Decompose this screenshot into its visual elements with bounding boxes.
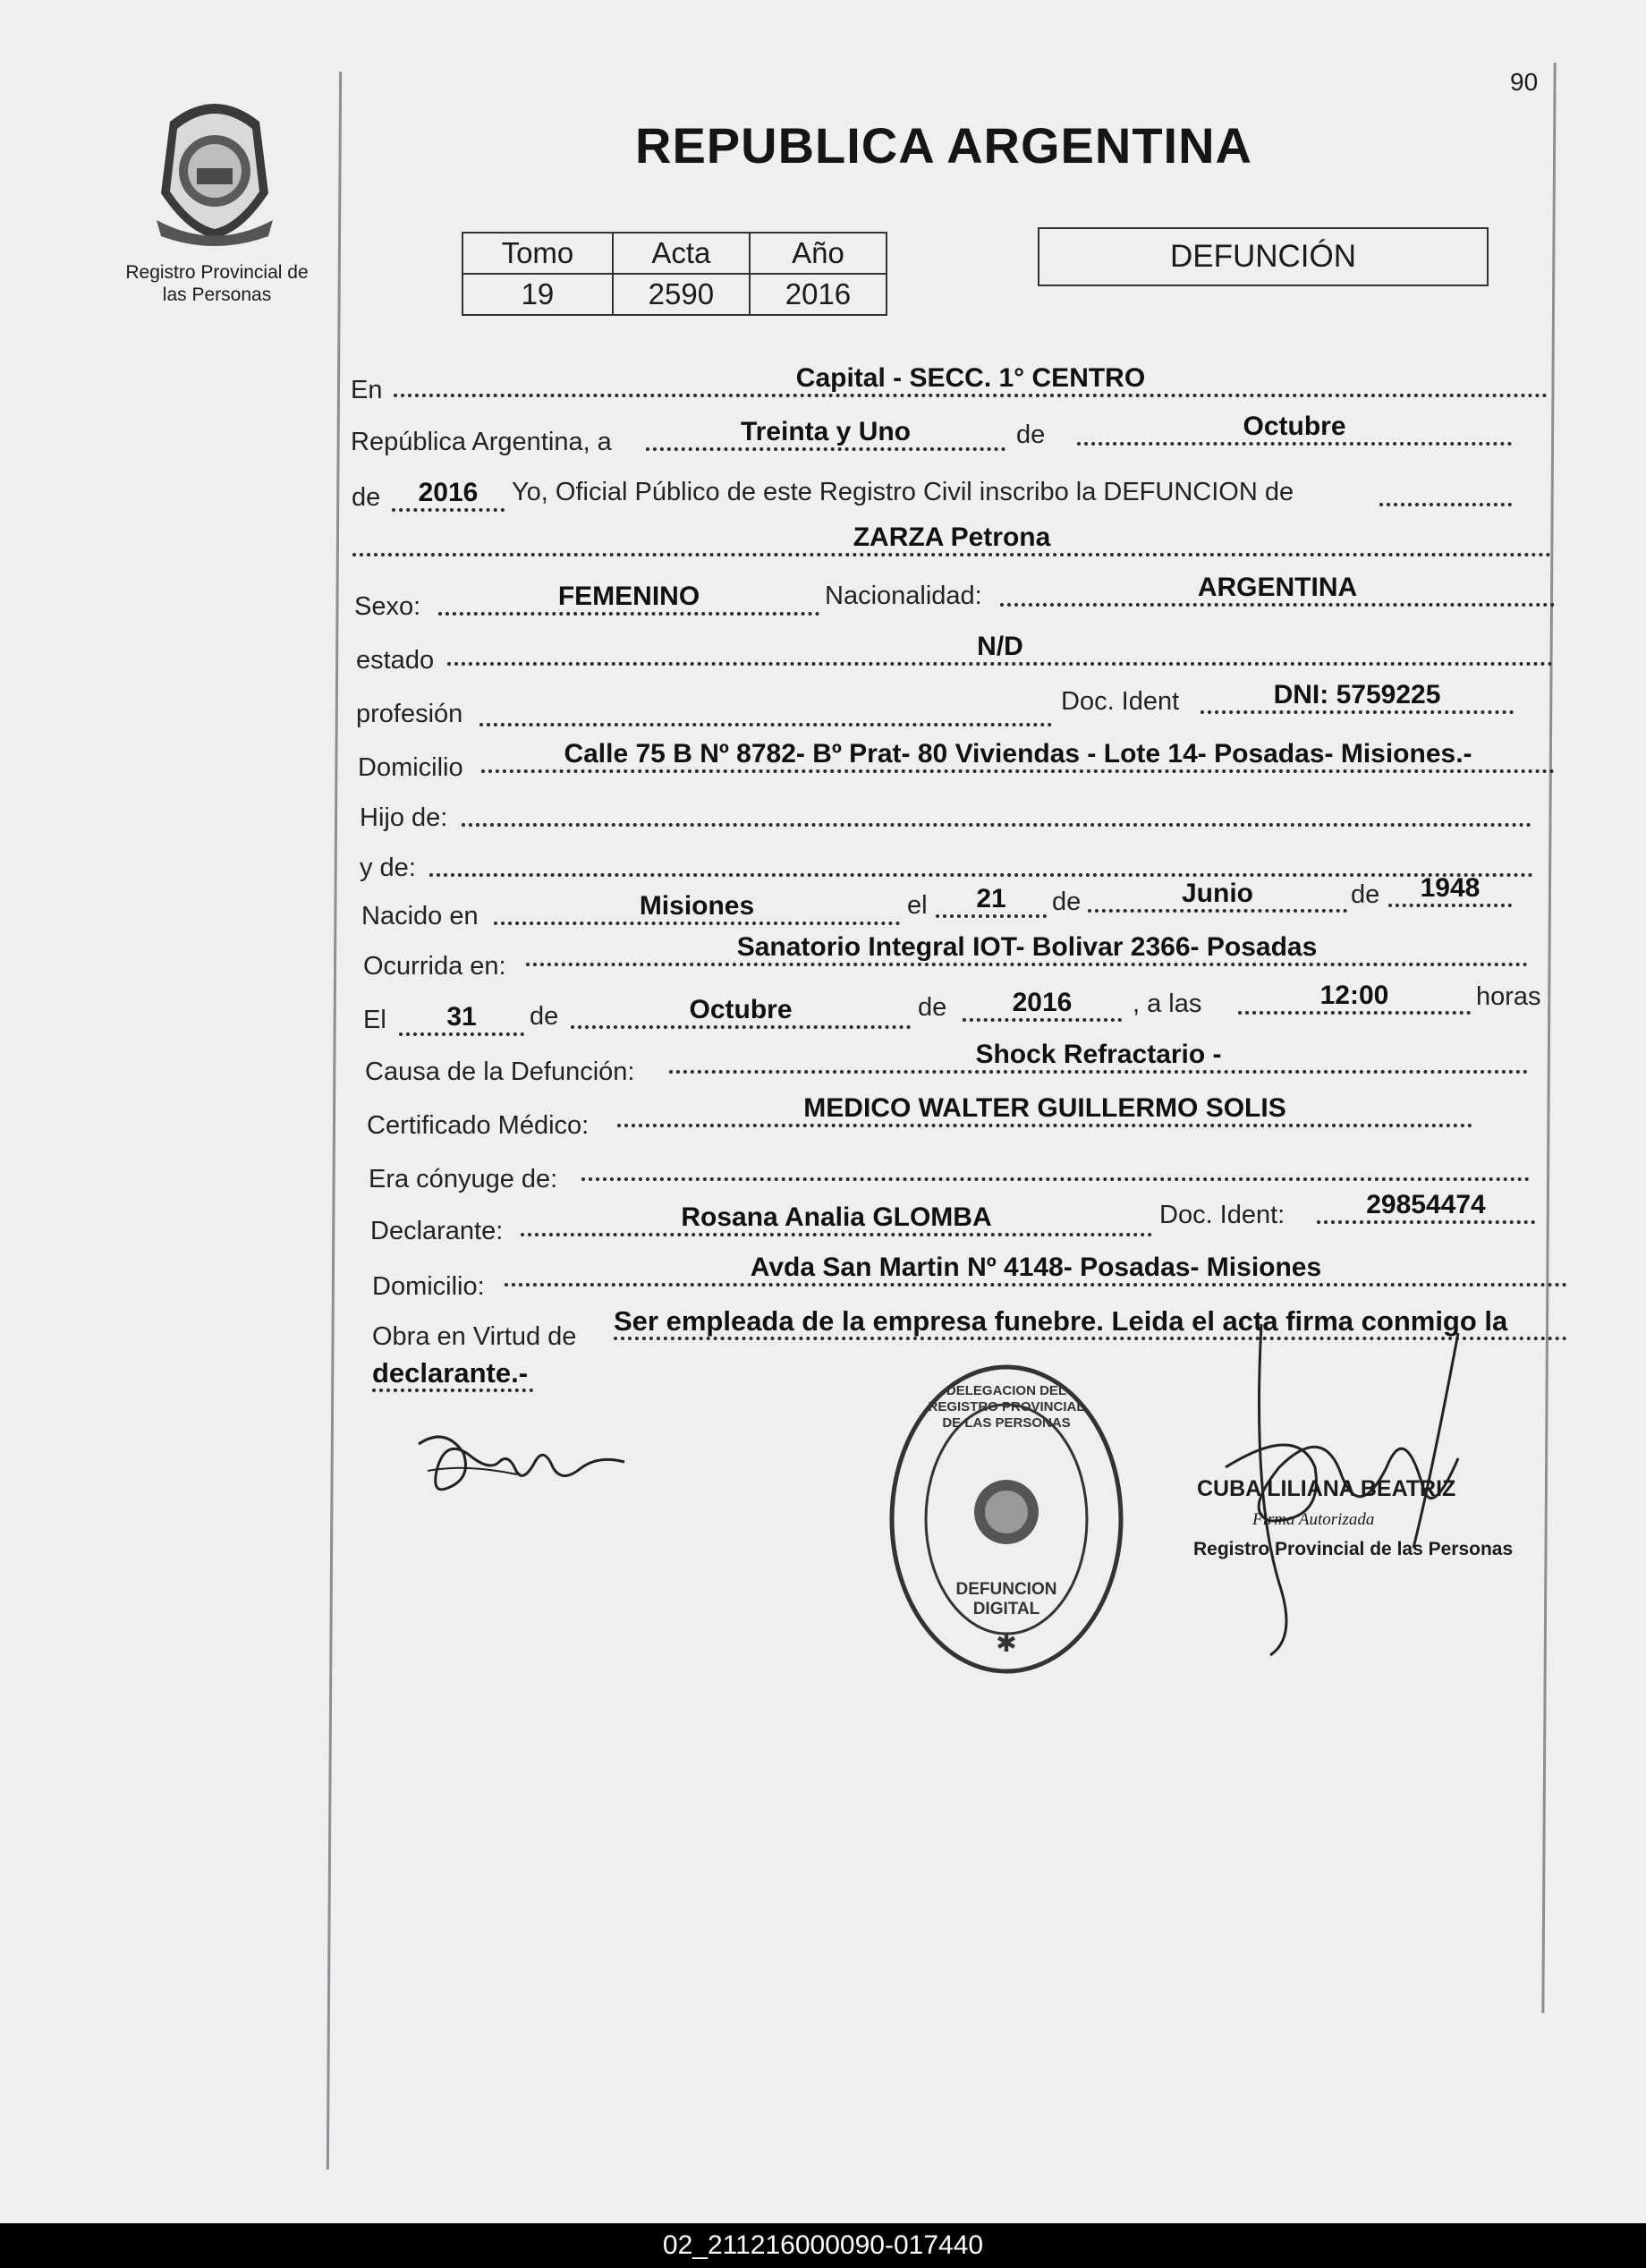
label-nacido-en: Nacido en — [361, 902, 479, 930]
label-domicilio: Domicilio — [358, 753, 463, 782]
field-dia-letras: Treinta y Uno — [646, 417, 1005, 451]
label-declarante: Declarante: — [370, 1217, 504, 1245]
declarante-signature-icon — [410, 1417, 642, 1516]
label-de-3: de — [1052, 888, 1082, 916]
label-a-las: , a las — [1133, 990, 1202, 1018]
label-de-5: de — [530, 1002, 559, 1031]
field-nacionalidad: ARGENTINA — [1000, 573, 1555, 607]
label-en: En — [351, 376, 383, 404]
record-value-tomo: 19 — [462, 274, 613, 315]
label-conyuge: Era cónyuge de: — [369, 1165, 558, 1193]
footer-code-bar — [0, 2223, 1646, 2268]
doc-type-label: DEFUNCIÓN — [1169, 239, 1357, 274]
field-estado: N/D — [447, 632, 1553, 666]
field-causa: Shock Refractario - — [669, 1040, 1528, 1074]
field-nacido-en: Misiones — [494, 891, 900, 925]
record-value-anio: 2016 — [750, 274, 887, 315]
label-doc-ident-2: Doc. Ident: — [1159, 1201, 1285, 1229]
label-sexo: Sexo: — [354, 592, 421, 621]
field-def-dia: 31 — [399, 1002, 524, 1036]
label-nacionalidad: Nacionalidad: — [825, 582, 982, 610]
official-stamp — [886, 1360, 1127, 1678]
field-domicilio-2: Avda San Martin Nº 4148- Posadas- Misiones — [505, 1253, 1567, 1287]
page-number: 90 — [1510, 68, 1539, 96]
label-de-1: de — [1016, 420, 1046, 449]
label-doc-ident: Doc. Ident — [1061, 687, 1180, 716]
field-obra-line2: declarante.- — [372, 1358, 533, 1392]
label-de-4: de — [1351, 880, 1380, 909]
field-sexo: FEMENINO — [438, 582, 819, 616]
field-lugar: Capital - SECC. 1° CENTRO — [394, 363, 1548, 397]
field-conyuge — [581, 1147, 1530, 1181]
field-obra-line1: Ser empleada de la empresa funebre. Leida el acta firma conmigo la — [614, 1306, 1567, 1340]
label-domicilio-2: Domicilio: — [372, 1272, 485, 1301]
footer-code: 02_211216000090-017440 — [662, 2230, 984, 2260]
record-value-acta: 2590 — [613, 274, 750, 315]
field-nac-anio: 1948 — [1388, 873, 1512, 907]
label-republica: República Argentina, a — [351, 428, 612, 456]
label-el-1: el — [907, 891, 928, 920]
field-certificado: MEDICO WALTER GUILLERMO SOLIS — [617, 1093, 1472, 1127]
field-def-mes: Octubre — [571, 995, 911, 1029]
field-nombre: ZARZA Petrona — [352, 522, 1551, 556]
label-causa: Causa de la Defunción: — [365, 1058, 635, 1086]
label-profesion: profesión — [356, 700, 463, 728]
field-doc-ident-2: 29854474 — [1317, 1190, 1535, 1224]
label-de-2: de — [352, 483, 381, 512]
stamp-ring-text: DELEGACION DEL REGISTRO PROVINCIAL DE LAS PERSONAS — [928, 1383, 1085, 1431]
field-ocurrida-en: Sanatorio Integral IOT- Bolivar 2366- Posadas — [526, 932, 1528, 966]
official-role: Firma Autorizada — [1252, 1510, 1375, 1529]
label-yo: Yo, Oficial Público de este Registro Civil inscribo la DEFUNCION de — [512, 478, 1294, 506]
field-blank-end — [1379, 472, 1512, 506]
left-margin-line — [327, 72, 342, 2170]
label-el-2: El — [363, 1006, 386, 1034]
field-y-de — [429, 843, 1533, 877]
label-certificado: Certificado Médico: — [367, 1111, 590, 1140]
record-header-anio: Año — [750, 233, 887, 274]
record-header-acta: Acta — [613, 233, 750, 274]
record-table — [462, 232, 887, 316]
field-doc-ident: DNI: 5759225 — [1201, 680, 1514, 714]
svg-text:✱: ✱ — [996, 1629, 1017, 1657]
seal-caption-line2: las Personas — [162, 285, 272, 305]
stamp-inner-text: DEFUNCION DIGITAL — [955, 1580, 1057, 1618]
label-estado: estado — [356, 646, 435, 675]
field-nac-dia: 21 — [936, 884, 1047, 918]
seal-caption — [98, 261, 335, 306]
label-obra: Obra en Virtud de — [372, 1322, 577, 1351]
field-profesion — [479, 692, 1052, 726]
doc-type-box — [1038, 227, 1489, 286]
field-hijo-de — [462, 793, 1531, 827]
field-nac-mes: Junio — [1088, 879, 1347, 913]
label-ocurrida-en: Ocurrida en: — [363, 952, 506, 981]
label-de-6: de — [918, 993, 947, 1022]
field-mes: Octubre — [1077, 412, 1512, 446]
field-domicilio: Calle 75 B Nº 8782- Bº Prat- 80 Viviendas - Lote 14- Posadas- Misiones.- — [481, 739, 1555, 773]
official-name: CUBA LILIANA BEATRIZ — [1197, 1476, 1456, 1501]
seal-caption-line1: Registro Provincial de — [125, 262, 309, 283]
right-margin-line — [1541, 63, 1556, 2013]
official-office: Registro Provincial de las Personas — [1193, 1539, 1514, 1559]
field-declarante: Rosana Analia GLOMBA — [521, 1202, 1152, 1236]
field-def-anio: 2016 — [963, 988, 1122, 1022]
province-seal — [134, 86, 295, 247]
field-anio: 2016 — [392, 478, 505, 512]
label-horas: horas — [1476, 982, 1541, 1011]
record-header-tomo: Tomo — [462, 233, 613, 274]
province-seal-icon — [134, 86, 295, 247]
document-title: REPUBLICA ARGENTINA — [635, 117, 1252, 174]
field-hora: 12:00 — [1238, 981, 1471, 1015]
label-hijo-de: Hijo de: — [360, 803, 448, 832]
label-y-de: y de: — [360, 854, 416, 882]
